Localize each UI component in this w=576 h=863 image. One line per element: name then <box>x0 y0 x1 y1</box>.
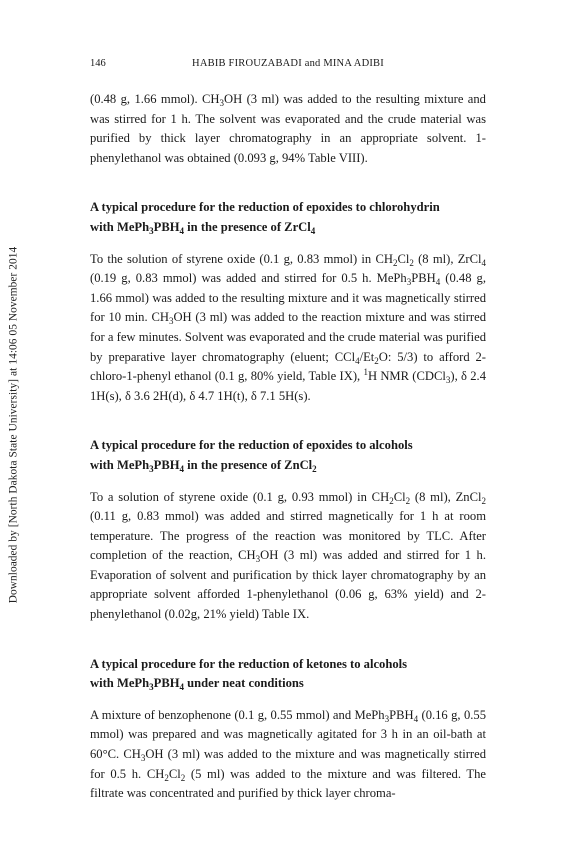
section-heading-epoxide-alcohols: A typical procedure for the reduction of epoxides to alcohols with $MePh_3PBH_4$ in the presence of ZnCl$_2$ <box>90 438 413 474</box>
running-header <box>90 58 486 74</box>
intro-paragraph: (0.48 g, 1.66 mmol). $CH_3OH$ (3 ml) was added to the resulting mixture and was stirred for 1 h. The solvent was evaporated and the crude material was purified by thick layer chromatography in an appropriate solvent. 1-phenylethanol was obtained (0.093 g, 94% Table VIII). <box>90 92 486 165</box>
download-watermark-text: Downloaded by [North Dakota State University] at 14:06 05 November 2014 <box>7 246 20 604</box>
section-heading-ketones: A typical procedure for the reduction of ketones to alcohols with $MePh_3PBH_4$ under neat conditions <box>90 656 408 693</box>
running-head-authors: HABIB FIROUZABADI and MINA ADIBI <box>192 58 384 69</box>
page-number: 146 <box>90 58 106 69</box>
paragraph-chlorohydrin: To the solution of styrene oxide (0.1 g, 0.83 mmol) in $CH_2Cl_2$ (8 ml), ZrCl$_4$ (0.19 g, 0.83 mmol) was added and stirred for 0.5 h. $MePh_3PBH_4$ (0.48 g, 1.66 mmol) was added to the resulting mixture and it was magnetically stirred for 10 min. $CH_3OH$ (3 ml) was added to the reaction mixture and was stirred for a few minutes. Solvent was evaporated and the crude material was purified by preparative layer chromatography (eluent; $CCl_4/Et_2O$: 5/3) to afford 2-chloro-1-phenyl ethanol (0.1 g, 80% yield, Table IX), $^1$H NMR (CDCl$_3$), δ 2.4 1H(s), δ 3.6 2H(d), δ 4.7 1H(t), δ 7.1 5H(s). <box>90 251 487 403</box>
paragraph-epoxide-alcohols: To a solution of styrene oxide (0.1 g, 0.93 mmol) in $CH_2Cl_2$ (8 ml), ZnCl$_2$ (0.11 g, 0.83 mmol) was added and stirred magnetically for 1 h at room temperature. The progress of the reaction was monitored by TLC. After completion of the reaction, $CH_3OH$ (3 ml) was added and stirred for 1 h. Evaporation of solvent and purification by thick layer chromatography by an appropriate solvent afforded 1-phenylethanol (0.06 g, 63% yield) and 2-phenylethanol (0.02g, 21% yield) Table IX. <box>90 489 487 622</box>
paragraph-ketones: A mixture of benzophenone (0.1 g, 0.55 mmol) and $MePh_3PBH_4$ (0.16 g, 0.55 mmol) was prepared and was magnetically agitated for 3 h in an oil-bath at 60°C. $CH_3OH$ (3 ml) was added to the mixture and was magnetically stirred for 0.5 h. $CH_2Cl_2$ (5 ml) was added to the mixture and was filtered. The filtrate was concentrated and purified by thick layer chroma- <box>90 707 487 801</box>
download-watermark <box>0 215 26 635</box>
article-body <box>90 90 486 804</box>
section-heading-chlorohydrin: A typical procedure for the reduction of epoxides to chlorohydrin with $MePh_3PBH_4$ in the presence of ZrCl$_4$ <box>90 200 440 236</box>
